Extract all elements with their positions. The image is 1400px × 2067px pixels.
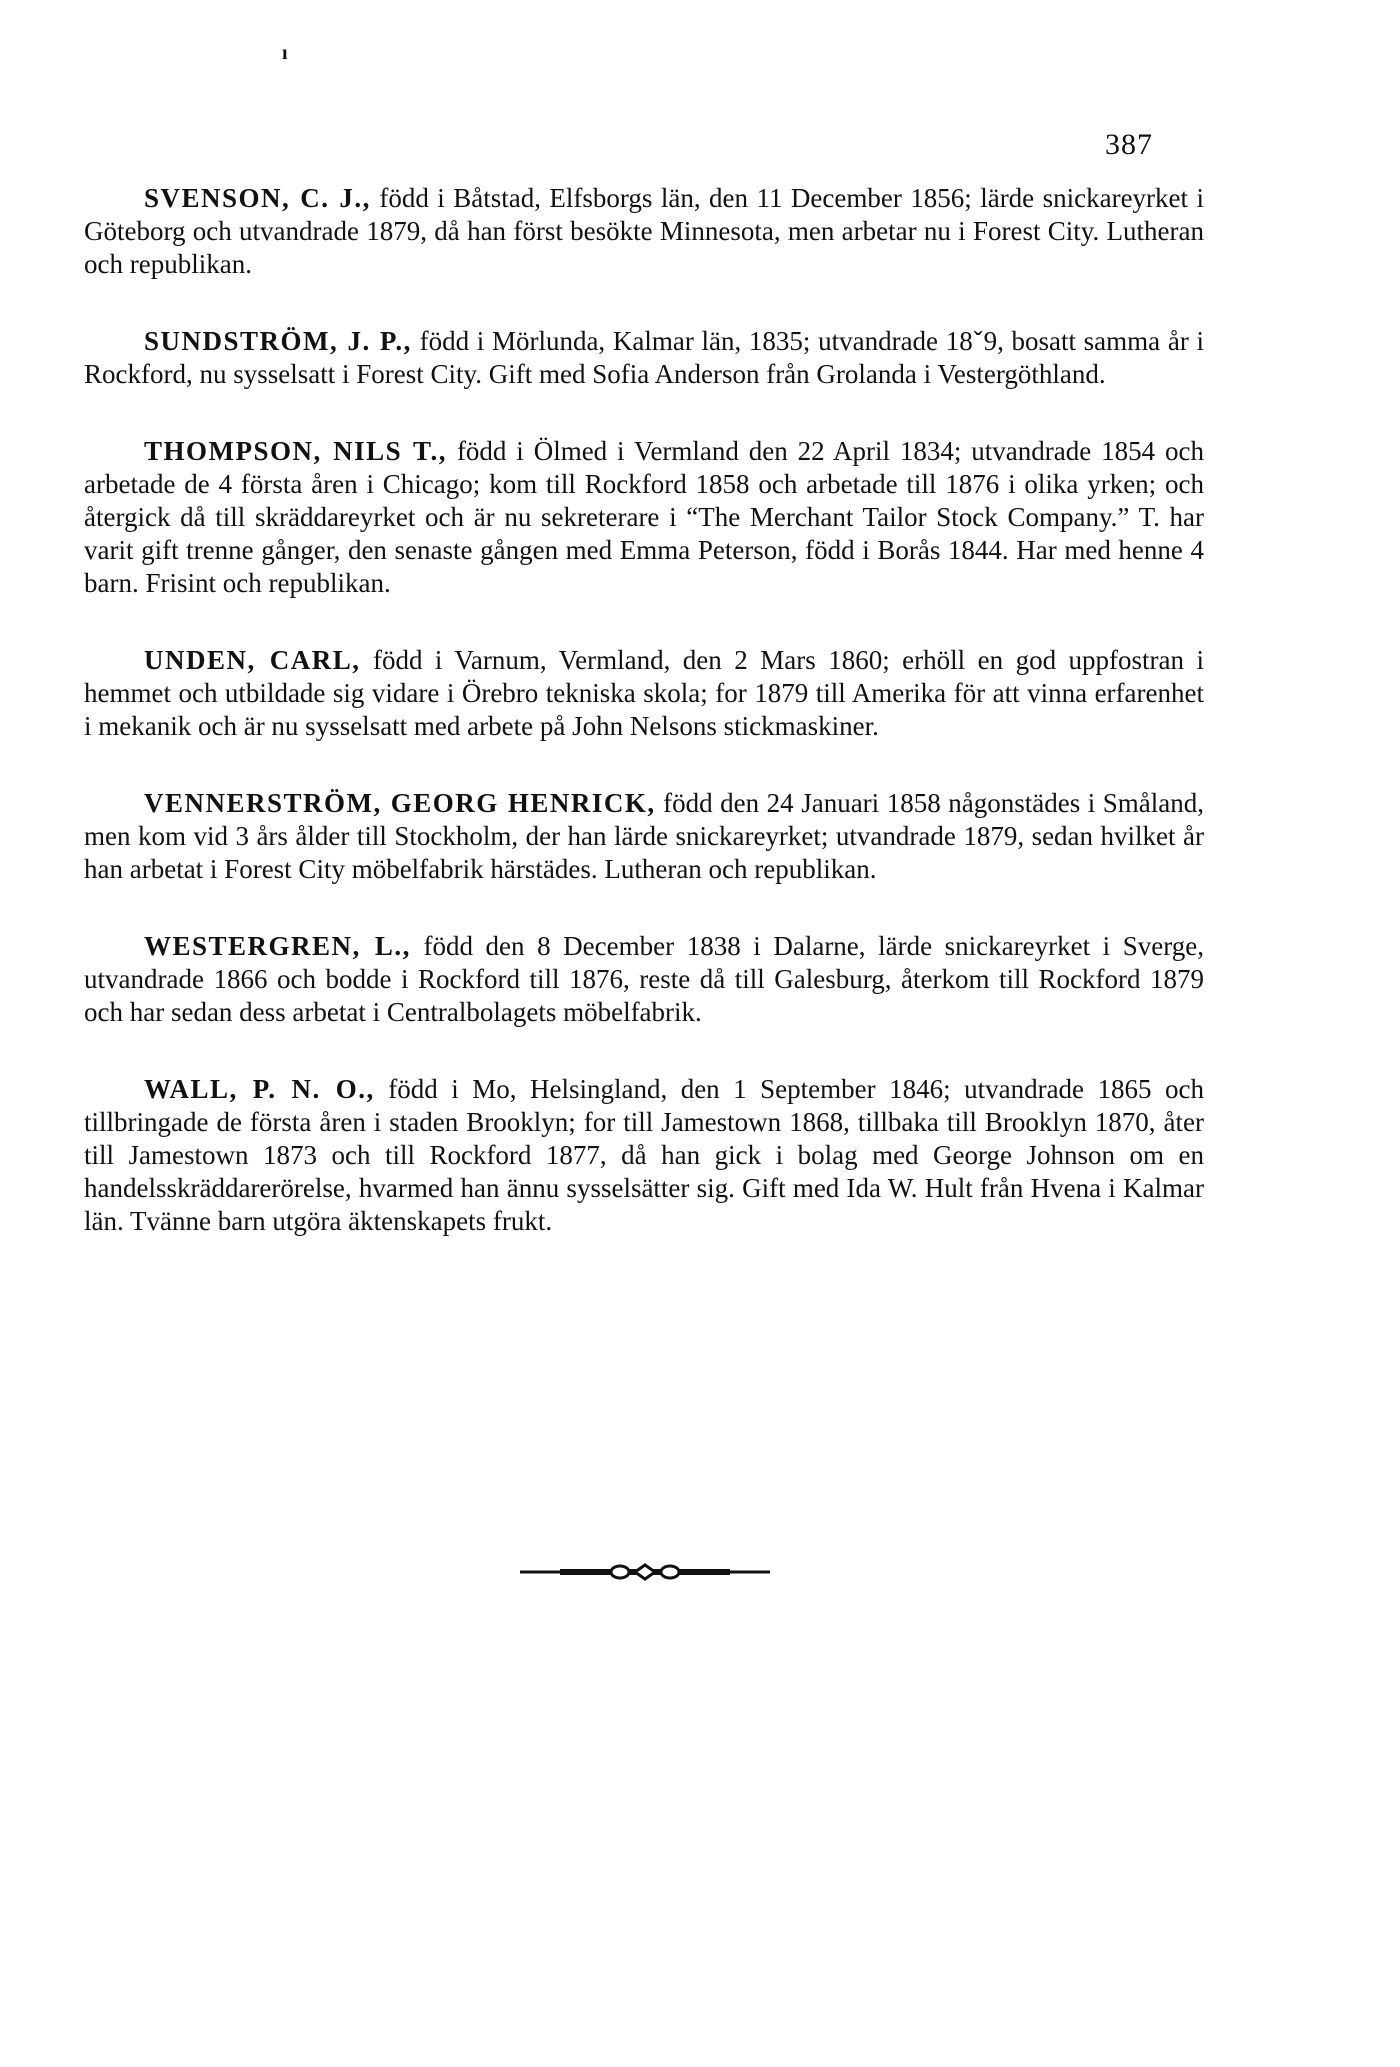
- entry-name: WESTERGREN, L.,: [144, 931, 411, 961]
- entry-name: SVENSON, C. J.,: [144, 183, 371, 213]
- entry-vennerstrom: [84, 787, 1204, 886]
- entry-svenson: [84, 182, 1204, 281]
- page-number: 387: [1105, 128, 1153, 161]
- section-end-ornament: [520, 1560, 770, 1584]
- entry-text: född den 8 December 1838 i Dalarne, lärde snickareyrket i Sverge, utvandrade 1866 och bodde i Rockford till 1876, reste då till Galesburg, återkom till Rockford 1879 och har sedan dess arbetat i Centralbolagets möbelfabrik.: [84, 931, 1204, 1027]
- entry-wall: [84, 1073, 1204, 1238]
- entry-text: född i Båtstad, Elfsborgs län, den 11 December 1856; lärde snickareyrket i Göteborg och utvandrade 1879, då han först besökte Minnesota, men arbetar nu i Forest City. Lutheran och republikan.: [84, 183, 1204, 279]
- entry-sundstrom: [84, 325, 1204, 391]
- biography-entries: [84, 182, 1204, 1282]
- entry-name: THOMPSON, NILS T.,: [144, 436, 448, 466]
- ornament-diamond: [635, 1565, 655, 1579]
- ornament-loop-right: [661, 1566, 679, 1578]
- ornament-loop-left: [611, 1566, 629, 1578]
- entry-thompson: [84, 435, 1204, 600]
- entry-text: född i Mo, Helsingland, den 1 September 1846; utvandrade 1865 och tillbringade de första åren i staden Brooklyn; for till Jamestown 1868, tillbaka till Brooklyn 1870, åter till Jamestown 1873 och till Rockford 1877, då han gick i bolag med George Johnson om en handelsskräddarerörelse, hvarmed han ännu sysselsätter sig. Gift med Ida W. Hult från Hvena i Kalmar län. Tvänne barn utgöra äktenskapets frukt.: [84, 1074, 1204, 1236]
- entry-name: UNDEN, CARL,: [144, 645, 361, 675]
- entry-westergren: [84, 930, 1204, 1029]
- entry-text: född i Mörlunda, Kalmar län, 1835; utvandrade 18ˇ9, bosatt samma år i Rockford, nu sysselsatt i Forest City. Gift med Sofia Anderson från Grolanda i Vestergöthland.: [84, 326, 1204, 389]
- entry-text: född den 24 Januari 1858 någonstädes i Småland, men kom vid 3 års ålder till Stockholm, der han lärde snickareyrket; utvandrade 1879, sedan hvilket år han arbetat i Forest City möbelfabrik härstädes. Lutheran och republikan.: [84, 788, 1204, 884]
- entry-name: WALL, P. N. O.,: [144, 1074, 375, 1104]
- entry-unden: [84, 644, 1204, 743]
- entry-text: född i Ölmed i Vermland den 22 April 1834; utvandrade 1854 och arbetade de 4 första åren i Chicago; kom till Rockford 1858 och arbetade till 1876 i olika yrken; och återgick då till skräddareyrket och är nu sekreterare i “The Merchant Tailor Stock Company.” T. har varit gift trenne gånger, den senaste gången med Emma Peterson, född i Borås 1844. Har med henne 4 barn. Frisint och republikan.: [84, 436, 1204, 598]
- entry-name: SUNDSTRÖM, J. P.,: [144, 326, 412, 356]
- entry-name: VENNERSTRÖM, GEORG HENRICK,: [144, 788, 656, 818]
- entry-text: född i Varnum, Vermland, den 2 Mars 1860; erhöll en god uppfostran i hemmet och utbildade sig vidare i Örebro tekniska skola; for 1879 till Amerika för att vinna erfarenhet i mekanik och är nu sysselsatt med arbete på John Nelsons stickmaskiner.: [84, 645, 1204, 741]
- stray-mark: ı: [282, 42, 288, 64]
